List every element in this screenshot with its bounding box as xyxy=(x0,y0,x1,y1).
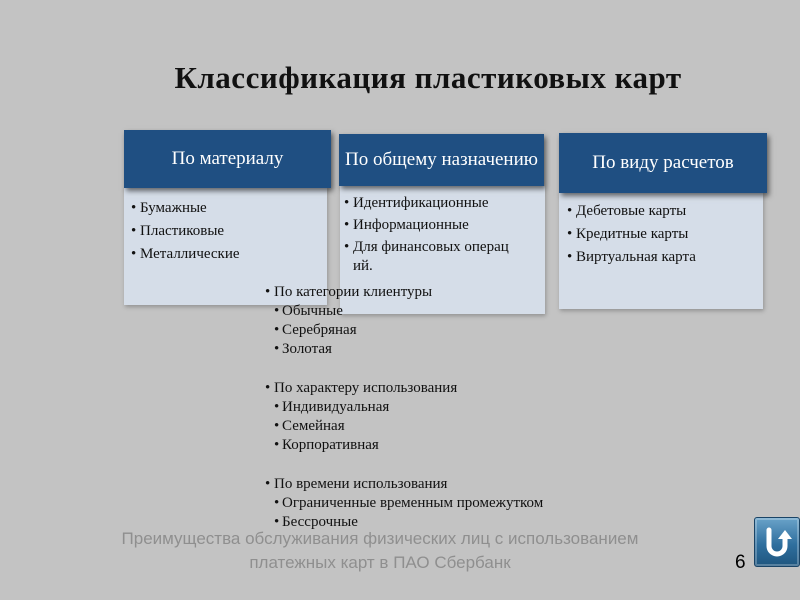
list-item: • Ограниченные временным промежутком xyxy=(274,494,543,513)
list-item: • Для финансовых операций. xyxy=(344,238,511,276)
list-item: • Семейная xyxy=(274,417,543,436)
list-item: • Золотая xyxy=(274,340,543,359)
list-item: • Идентификационные xyxy=(344,194,511,213)
list-item: • Кредитные карты xyxy=(567,225,763,244)
list-item: • Металлические xyxy=(131,245,327,264)
group-title: • По категории клиентуры xyxy=(265,283,543,302)
category-header-material: По материалу xyxy=(124,130,331,188)
group-title: • По характеру использования xyxy=(265,379,543,398)
list-item: • Корпоративная xyxy=(274,436,543,455)
list-item: • Информационные xyxy=(344,216,511,235)
return-arrow-icon xyxy=(760,524,794,560)
list-item: • Обычные xyxy=(274,302,543,321)
list-item: • Пластиковые xyxy=(131,222,327,241)
category-list-settlement xyxy=(559,193,763,309)
slide-title: Классификация пластиковых карт xyxy=(174,60,682,95)
group-title: • По времени использования xyxy=(265,475,543,494)
list-item: • Серебряная xyxy=(274,321,543,340)
list-item: • Бумажные xyxy=(131,199,327,218)
group-usage-type xyxy=(265,379,543,455)
additional-classifications xyxy=(265,283,543,552)
return-button[interactable] xyxy=(754,517,800,567)
list-item: • Дебетовые карты xyxy=(567,202,763,221)
slide-footer: Преимущества обслуживания физических лиц с использованием платежных карт в ПАО Сбербанк xyxy=(121,529,639,572)
list-item: • Виртуальная карта xyxy=(567,248,763,267)
group-client-category xyxy=(265,283,543,359)
category-header-settlement: По виду расчетов xyxy=(559,133,767,193)
category-header-purpose: По общему назначению xyxy=(339,134,544,186)
group-usage-time xyxy=(265,475,543,532)
list-item: • Индивидуальная xyxy=(274,398,543,417)
page-number: 6 xyxy=(735,552,746,573)
list-item: • Бессрочные xyxy=(274,513,543,532)
